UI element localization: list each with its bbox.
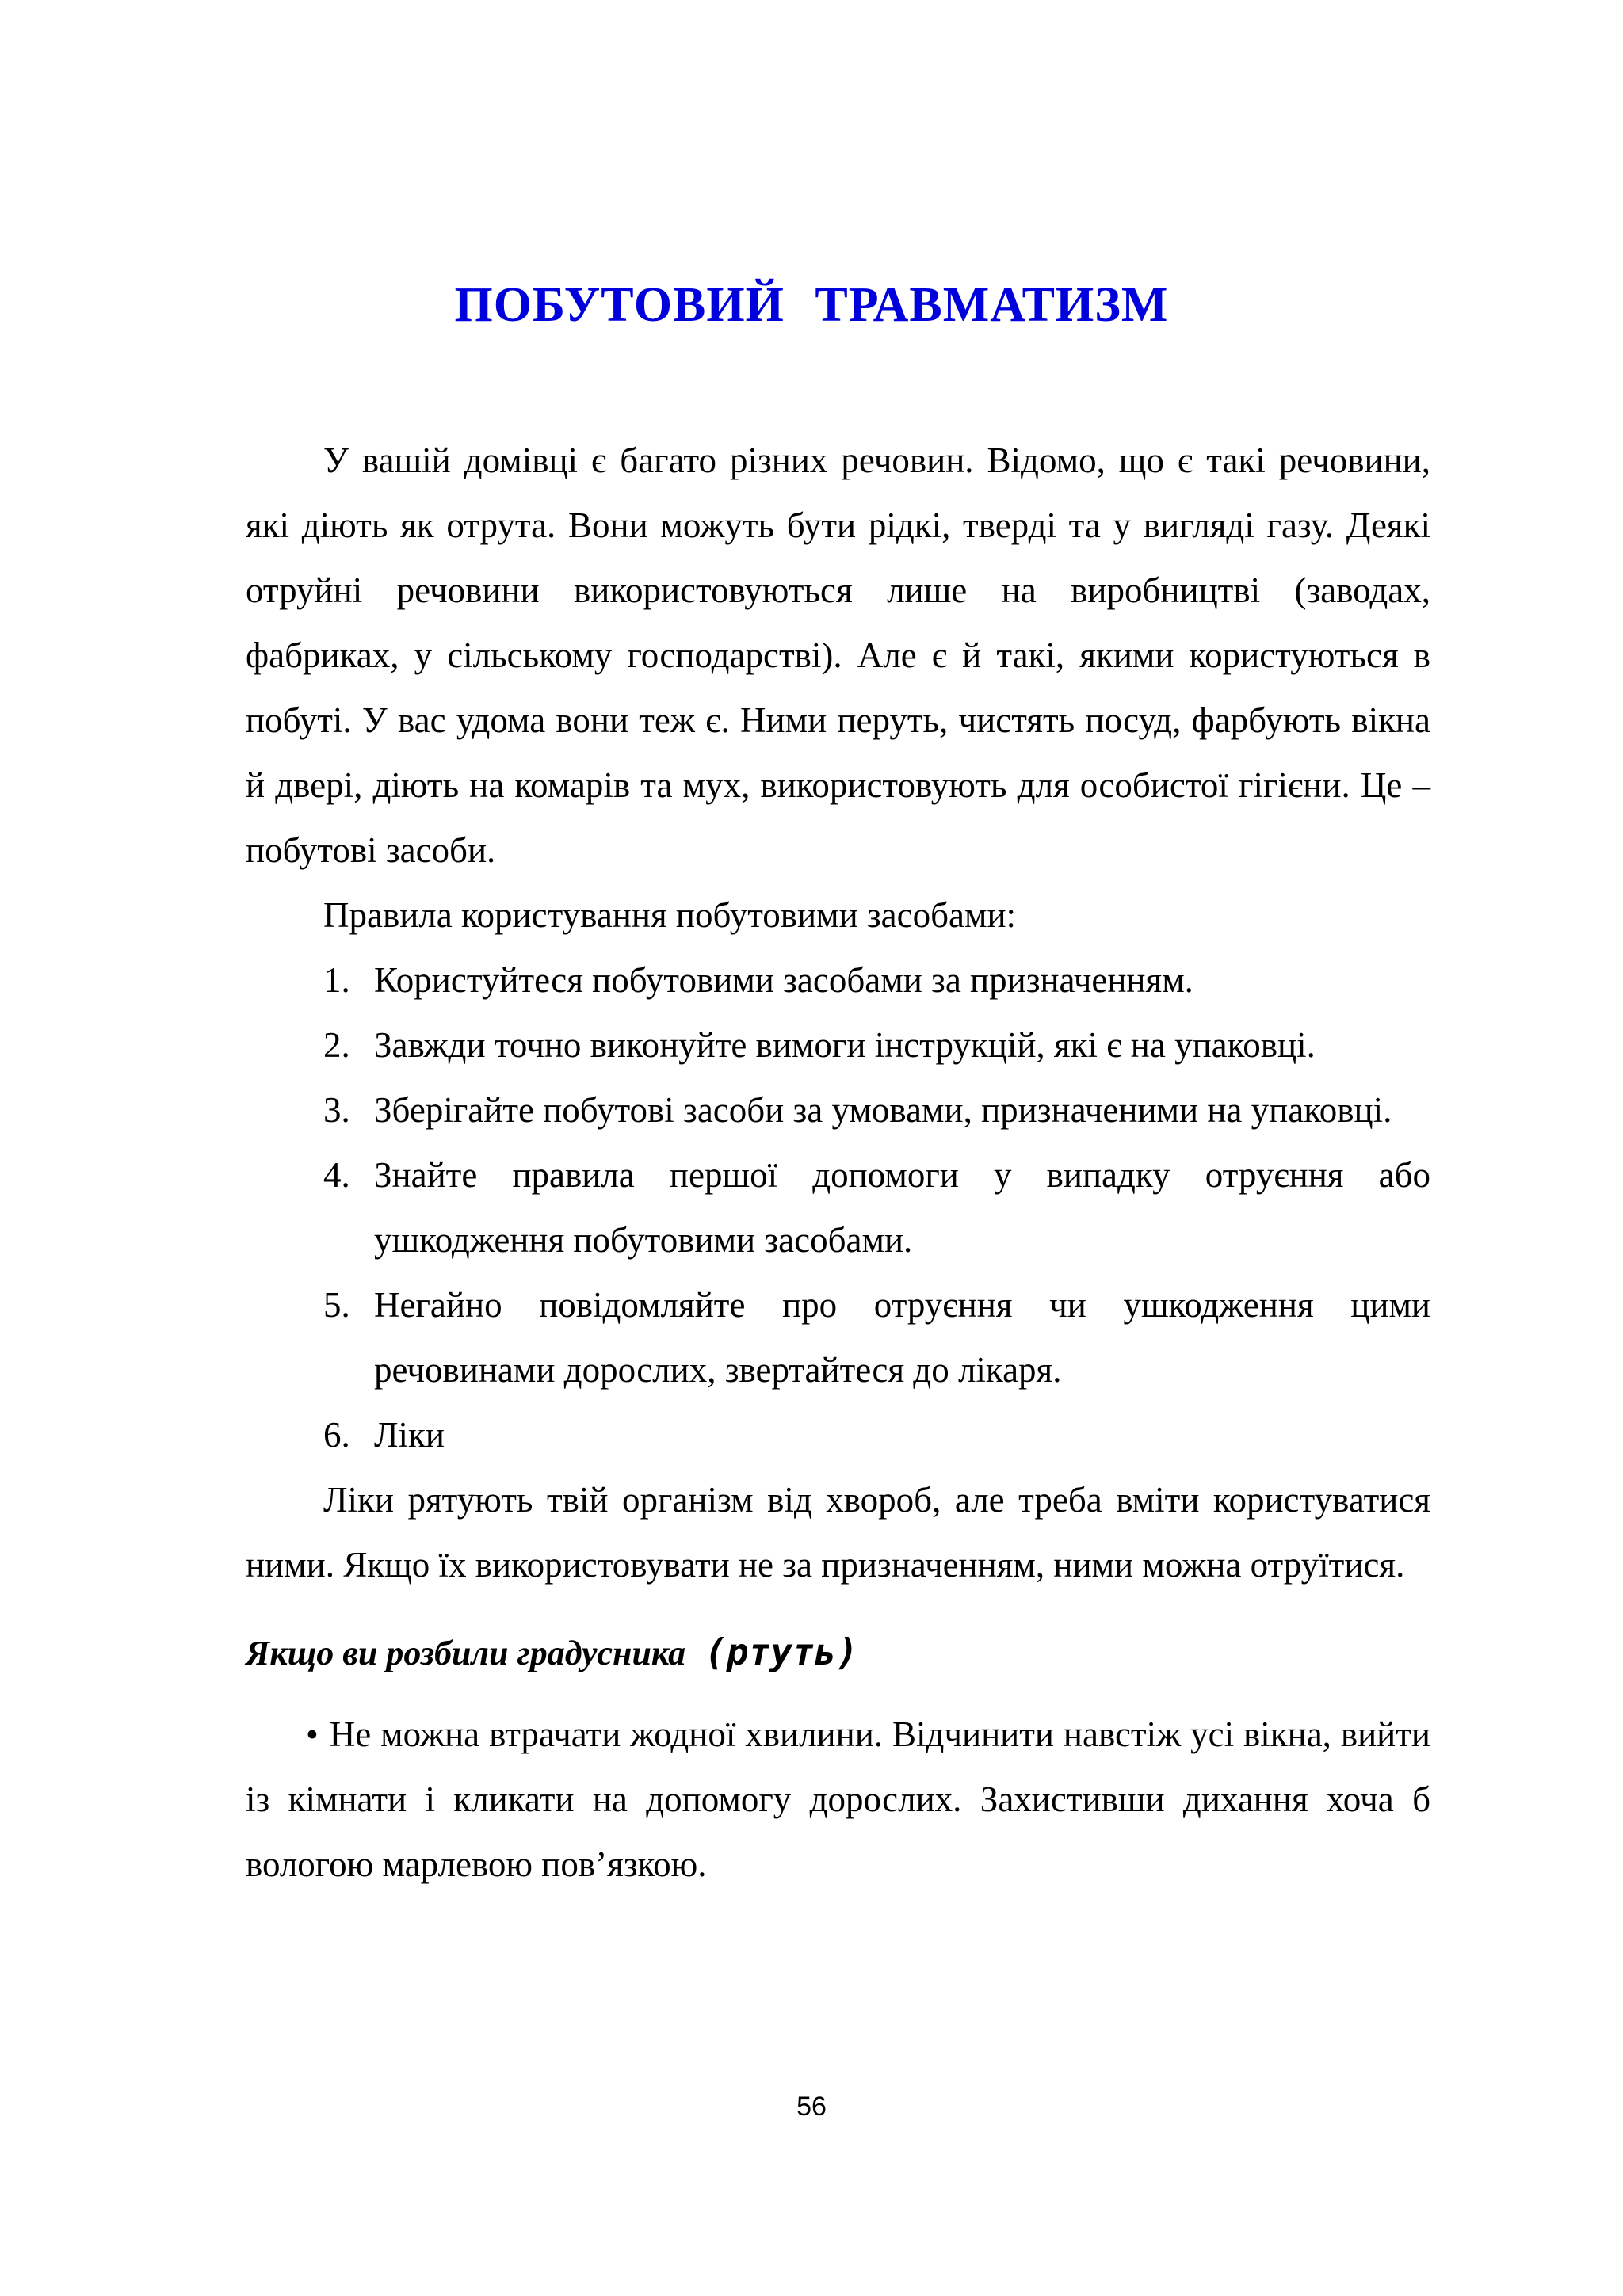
list-item-number: 1. — [323, 960, 350, 1000]
list-item — [246, 1142, 1430, 1272]
list-item — [246, 1077, 1430, 1142]
medicine-paragraph: Ліки рятують твій організм від хвороб, але треба вміти користуватися ними. Якщо їх використовувати не за призначенням, ними можна отруїтися. — [246, 1480, 1430, 1585]
page-number: 56 — [796, 2092, 827, 2122]
list-item-text: Зберігайте побутові засоби за умовами, призначеними на упаковці. — [374, 1090, 1392, 1130]
list-item-number: 2. — [323, 1025, 350, 1065]
list-item — [246, 1272, 1430, 1402]
list-item — [246, 948, 1430, 1013]
list-item-text: Знайте правила першої допомоги у випадку отруєння або ушкодження побутовими засобами. — [374, 1155, 1430, 1260]
list-item-number: 4. — [323, 1155, 350, 1195]
list-item-text: Користуйтеся побутовими засобами за призначенням. — [374, 960, 1193, 1000]
list-item — [246, 1013, 1430, 1077]
page-content — [246, 428, 1430, 1897]
list-item-number: 3. — [323, 1090, 350, 1130]
section-heading-note: (ртуть) — [705, 1630, 858, 1673]
list-item-text: Ліки — [374, 1415, 445, 1455]
bullet-icon: • — [306, 1714, 319, 1754]
bullet-paragraph — [246, 1702, 1430, 1897]
rules-lead: Правила користування побутовими засобами: — [323, 895, 1017, 935]
rules-list — [246, 948, 1430, 1467]
section-heading-text: Якщо ви розбили градусника — [246, 1634, 686, 1672]
list-item-number: 5. — [323, 1285, 350, 1325]
section-heading — [246, 1619, 1430, 1686]
list-item-text: Негайно повідомляйте про отруєння чи ушкодження цими речовинами дорослих, звертайтеся до лікаря. — [374, 1285, 1430, 1390]
page-title: ПОБУТОВИЙ ТРАВМАТИЗМ — [454, 277, 1169, 332]
list-item — [246, 1402, 1430, 1467]
bullet-text: Не можна втрачати жодної хвилини. Відчинити навстіж усі вікна, вийти із кімнати і кликати на допомогу дорослих. Захистивши дихання хоча б вологою марлевою пов’язкою. — [246, 1714, 1430, 1884]
list-item-number: 6. — [323, 1415, 350, 1455]
intro-paragraph: У вашій домівці є багато різних речовин. Відомо, що є такі речовини, які діють як отрута. Вони можуть бути рідкі, тверді та у вигляді газу. Деякі отруйні речовини використовуються лише на виробництві (заводах, фабриках, у сільському господарстві). Але є й такі, якими користуються в побуті. У вас удома вони теж є. Ними перуть, чистять посуд, фарбують вікна й двері, діють на комарів та мух, використовують для особистої гігієни. Це – побутові засоби. — [246, 441, 1430, 870]
list-item-text: Завжди точно виконуйте вимоги інструкцій, які є на упаковці. — [374, 1025, 1316, 1065]
